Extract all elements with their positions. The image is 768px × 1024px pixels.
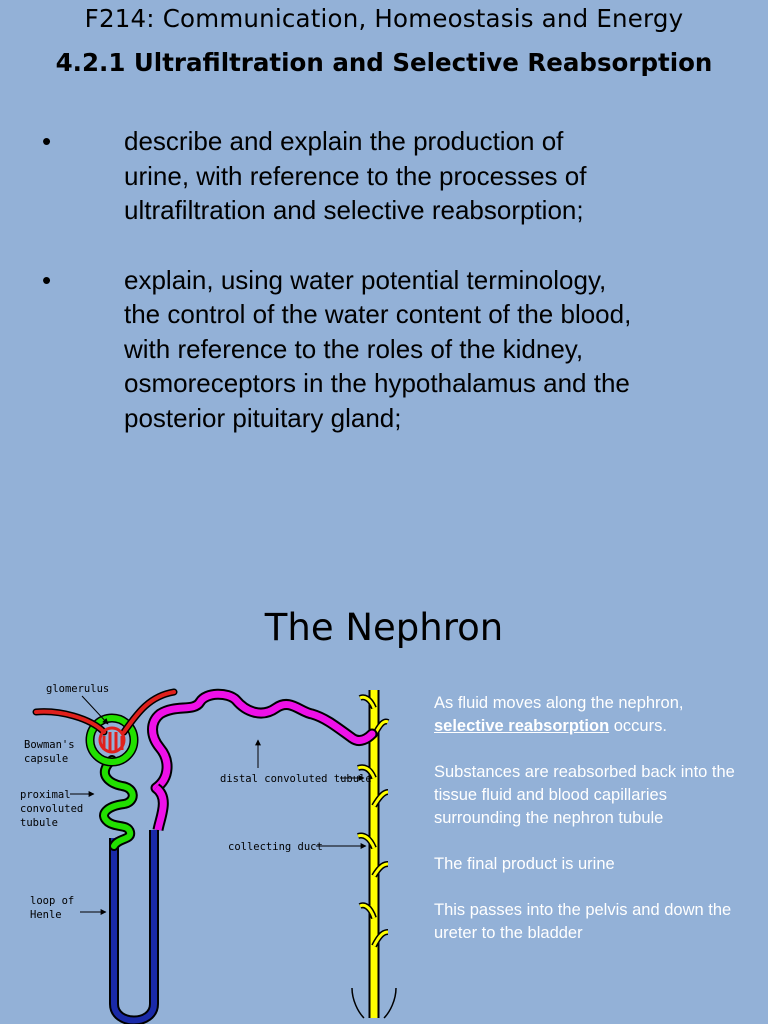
loop-label-line2: Henle: [30, 909, 62, 921]
nephron-title: The Nephron: [264, 606, 504, 649]
desc-p1-part-b: occurs.: [609, 717, 667, 735]
objective-line: posterior pituitary gland;: [124, 402, 402, 433]
distal-tubule-shape: [153, 694, 373, 830]
nephron-description: [434, 692, 754, 968]
desc-paragraph-1: [434, 692, 754, 738]
bowmans-label-line1: Bowman's: [24, 739, 75, 751]
course-title: F214: Communication, Homeostasis and Energy: [84, 4, 684, 33]
pct-label-line3: tubule: [20, 817, 58, 829]
selective-reabsorption-highlight: selective reabsorption: [434, 717, 610, 735]
objective-line: describe and explain the production of: [124, 126, 564, 156]
desc-paragraph-3: The final product is urine: [434, 855, 615, 873]
proximal-tubule-shape: [104, 760, 133, 846]
objective-line: osmoreceptors in the hypothalamus and the: [124, 368, 630, 398]
dct-label: distal convoluted tubule: [220, 773, 372, 785]
objective-line: with reference to the roles of the kidney,: [124, 333, 584, 364]
objective-line: urine, with reference to the processes of: [124, 160, 587, 191]
desc-p1-part-a: As fluid moves along the nephron,: [434, 694, 684, 712]
loop-of-henle-shape: [114, 830, 154, 1021]
bullet-marker: •: [42, 126, 52, 156]
objective-item-2: [0, 263, 768, 436]
desc-paragraph-4: This passes into the pelvis and down the ureter to the bladder: [434, 901, 732, 942]
desc-paragraph-2: Substances are reabsorbed back into the tissue fluid and blood capillaries surrounding the nephron tubule: [434, 763, 735, 827]
bullet-marker: •: [42, 264, 52, 295]
bowmans-label-line2: capsule: [24, 753, 69, 765]
nephron-slide: [0, 560, 768, 1024]
nephron-diagram: [0, 678, 420, 1024]
topic-title: 4.2.1 Ultrafiltration and Selective Reabsorption: [55, 48, 713, 77]
objective-item-1: [0, 124, 768, 228]
objectives-list: [0, 124, 768, 470]
glomerulus-label: glomerulus: [46, 683, 110, 695]
collecting-duct-label: collecting duct: [228, 841, 323, 853]
objective-line: ultrafiltration and selective reabsorption;: [124, 195, 584, 225]
pct-label-line2: convoluted: [20, 803, 84, 815]
objective-line: explain, using water potential terminology,: [124, 264, 607, 295]
loop-label-line1: loop of: [30, 895, 75, 907]
objective-line: the control of the water content of the blood,: [124, 299, 632, 329]
pct-label-line1: proximal: [20, 789, 71, 801]
